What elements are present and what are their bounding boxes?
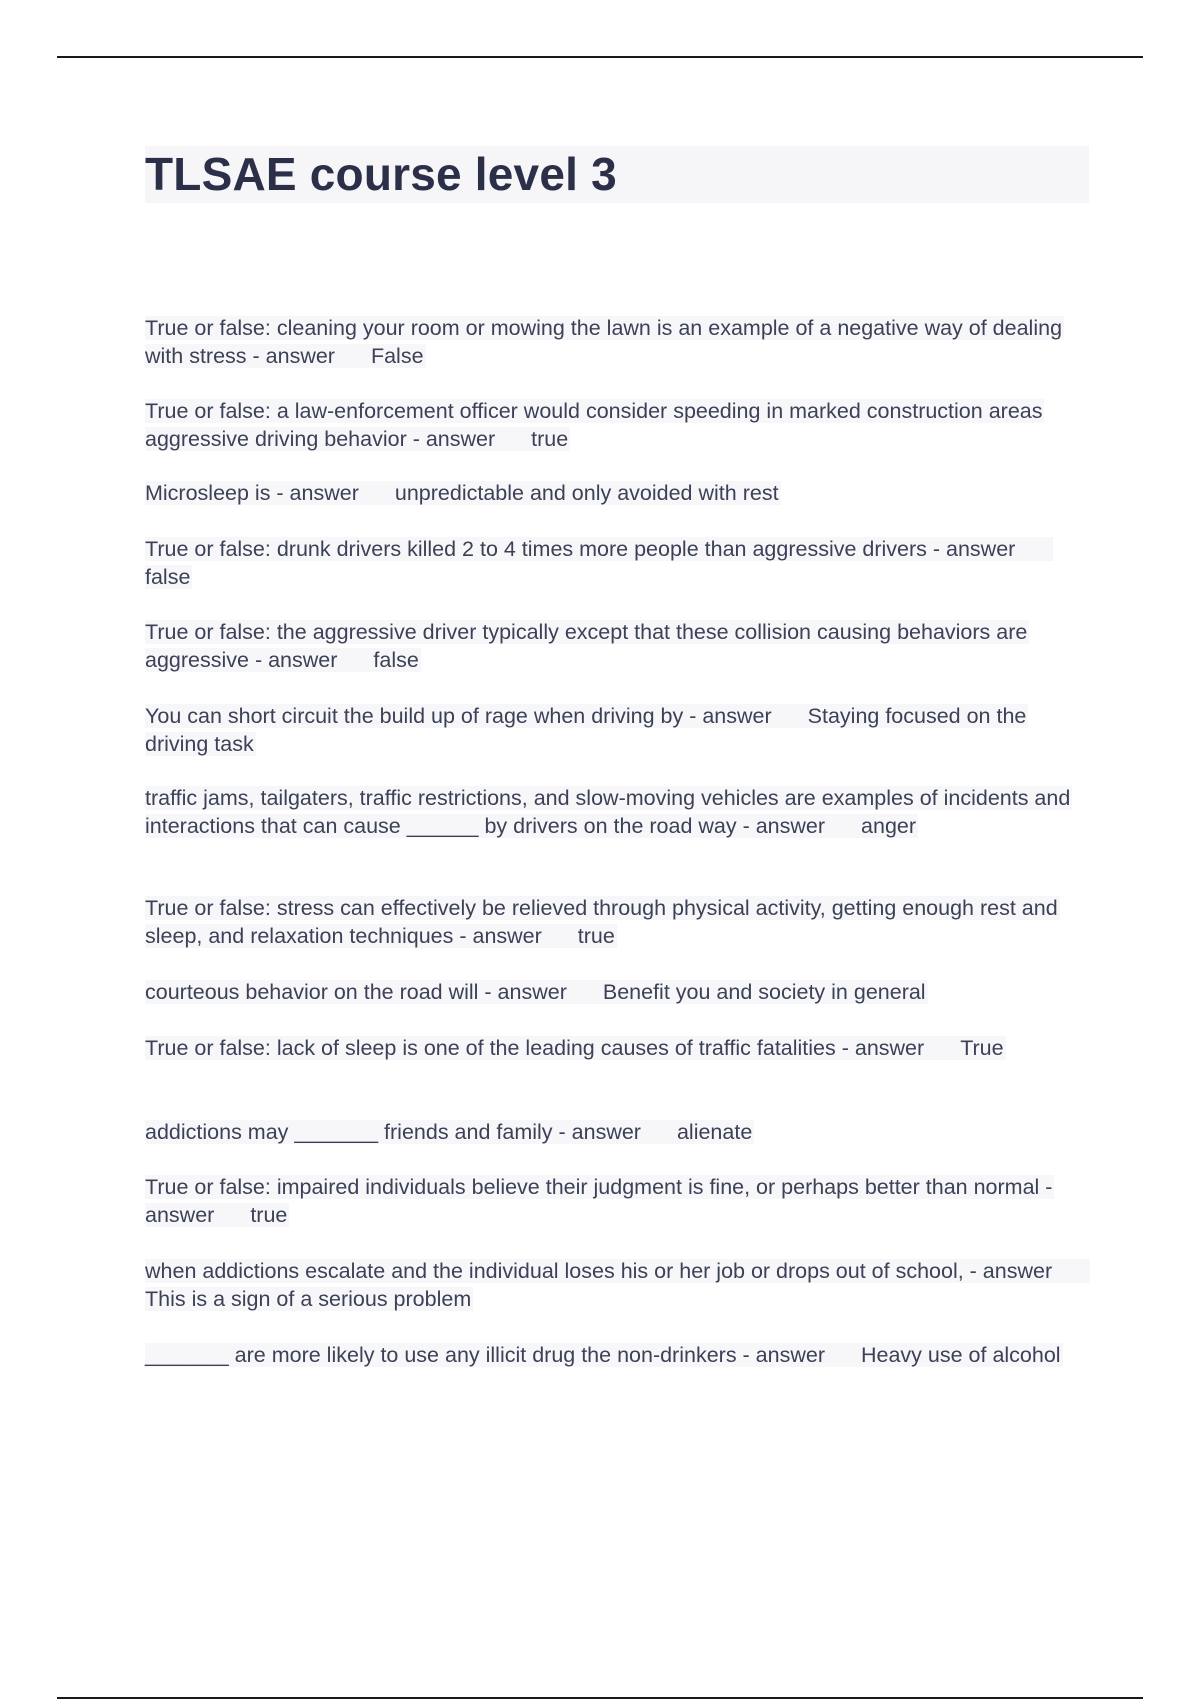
question-text: _______ are more likely to use any illicit drug the non-drinkers - answer [145,1343,825,1367]
question-text: You can short circuit the build up of rage when driving by - answer [145,704,772,728]
qa-item [145,479,781,507]
question-text: True or false: a law-enforcement officer would consider speeding in marked construction areas aggressive driving behavior - answer [145,399,1043,451]
qa-item [145,314,1090,370]
answer-text: alienate [676,1120,753,1144]
document-title: TLSAE course level 3 [145,148,617,200]
answer-text: true [250,1203,288,1227]
answer-text: anger [861,814,917,838]
qa-item [145,978,928,1006]
answer-text: false [373,648,419,672]
qa-item [145,1341,1063,1369]
answer-text: unpredictable and only avoided with rest [394,481,779,505]
question-text: addictions may _______ friends and family - answer [145,1120,641,1144]
question-text: Microsleep is - answer [145,481,359,505]
answer-text: Benefit you and society in general [602,980,926,1004]
answer-text: This is a sign of a serious problem [145,1287,472,1311]
question-text: True or false: the aggressive driver typically except that these collision causing behaviors are aggressive - answer [145,620,1028,672]
question-text: when addictions escalate and the individual loses his or her job or drops out of school, - answer [145,1259,1053,1283]
qa-item [145,1173,1090,1229]
top-rule [57,56,1143,58]
answer-text: false [145,565,191,589]
qa-item [145,702,1090,758]
answer-text: Staying focused on the driving task [145,704,1027,756]
answer-text: true [531,427,569,451]
qa-item [145,784,1090,840]
answer-text: true [577,924,615,948]
qa-item [145,535,1090,591]
qa-item [145,894,1090,950]
question-text: traffic jams, tailgaters, traffic restrictions, and slow-moving vehicles are examples of incidents and interactions that can cause ______ by drivers on the road way - answer [145,786,1071,838]
question-text: courteous behavior on the road will - answer [145,980,567,1004]
qa-item [145,1118,754,1146]
question-text: True or false: lack of sleep is one of the leading causes of traffic fatalities - answer [145,1036,925,1060]
answer-text: True [960,1036,1004,1060]
question-text: True or false: cleaning your room or mowing the lawn is an example of a negative way of dealing with stress - answer [145,316,1063,368]
question-text: True or false: drunk drivers killed 2 to 4 times more people than aggressive drivers - answer [145,537,1016,561]
qa-item [145,1257,1090,1313]
question-text: True or false: stress can effectively be relieved through physical activity, getting enough rest and sleep, and relaxation techniques - answer [145,896,1058,948]
question-text: True or false: impaired individuals believe their judgment is fine, or perhaps better than normal - answer [145,1175,1053,1227]
qa-item [145,1034,1006,1062]
bottom-rule [57,1697,1143,1699]
qa-item [145,397,1090,453]
qa-item [145,618,1090,674]
answer-text: False [370,344,424,368]
answer-text: Heavy use of alcohol [860,1343,1061,1367]
